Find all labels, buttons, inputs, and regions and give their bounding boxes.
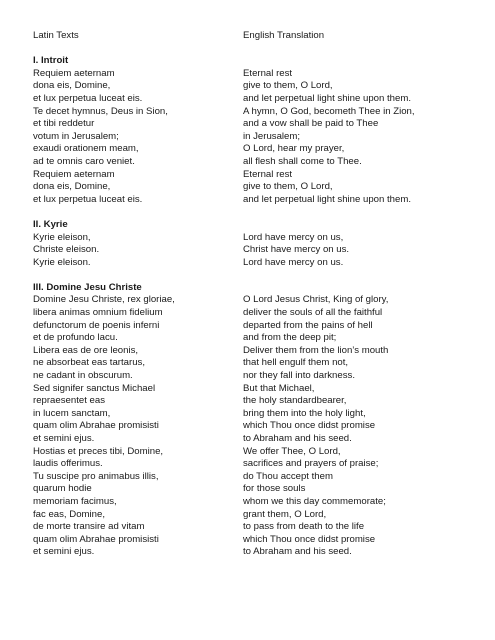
text-line: Requiem aeternam — [33, 67, 115, 79]
text-line: ad te omnis caro veniet. — [33, 155, 135, 167]
text-line: et semini ejus. — [33, 433, 95, 444]
text-line: libera animas omnium fidelium — [33, 307, 163, 319]
latin-column-title: Latin Texts — [33, 30, 79, 41]
text-line: give to them, O Lord, — [243, 181, 333, 193]
text-line: Kyrie eleison. — [33, 256, 91, 268]
text-line: Requiem aeternam — [33, 168, 115, 180]
latin-domine-lines — [33, 294, 233, 558]
text-line: memoriam facimus, — [33, 495, 117, 507]
text-line: and a vow shall be paid to Thee — [243, 118, 379, 130]
text-line: bring them into the holy light, — [243, 407, 366, 419]
text-line: for those souls — [243, 483, 306, 495]
text-line: O Lord, hear my prayer, — [243, 143, 345, 155]
text-line: ne absorbeat eas tartarus, — [33, 357, 145, 369]
latin-introit-lines — [33, 68, 233, 207]
text-line: all flesh shall come to Thee. — [243, 155, 362, 167]
text-line: to Abraham and his seed. — [243, 433, 352, 444]
text-line: Christe eleison. — [33, 244, 100, 256]
text-line: that hell engulf them not, — [243, 357, 349, 369]
text-line: to pass from death to the life — [243, 521, 365, 533]
text-line: But that Michael, — [243, 382, 315, 394]
text-line: laudis offerimus. — [33, 458, 103, 470]
text-line: quarum hodie — [33, 483, 92, 495]
text-line: ne cadant in obscurum. — [33, 370, 133, 382]
text-line: dona eis, Domine, — [33, 80, 111, 92]
kyrie-heading: II. Kyrie — [33, 218, 68, 230]
text-line: O Lord Jesus Christ, King of glory, — [243, 294, 389, 306]
text-line: do Thou accept them — [243, 470, 333, 482]
english-introit-lines — [243, 68, 483, 207]
text-line: nor they fall into darkness. — [243, 370, 355, 382]
text-line: give to them, O Lord, — [243, 80, 333, 92]
text-line: to Abraham and his seed. — [243, 546, 352, 558]
text-line: de morte transire ad vitam — [33, 521, 145, 533]
text-line: defunctorum de poenis inferni — [33, 319, 160, 331]
text-line: deliver the souls of all the faithful — [243, 307, 383, 319]
text-line: et de profundo lacu. — [33, 332, 118, 344]
text-line: Domine Jesu Christe, rex gloriae, — [33, 294, 175, 306]
text-line: et semini ejus. — [33, 546, 95, 558]
text-line: in lucem sanctam, — [33, 407, 111, 419]
text-line: Tu suscipe pro animabus illis, — [33, 470, 159, 482]
text-line: grant them, O Lord, — [243, 508, 327, 520]
text-line: Lord have mercy on us. — [243, 256, 344, 268]
text-line: et lux perpetua luceat eis. — [33, 193, 143, 205]
english-kyrie-lines — [243, 232, 483, 270]
text-line: Lord have mercy on us, — [243, 231, 344, 243]
text-line: the holy standardbearer, — [243, 395, 347, 407]
latin-kyrie-lines — [33, 232, 233, 270]
text-line: A hymn, O God, becometh Thee in Zion, — [243, 105, 415, 117]
introit-heading: I. Introit — [33, 55, 69, 67]
text-line: and let perpetual light shine upon them. — [243, 193, 412, 205]
text-line: et lux perpetua luceat eis. — [33, 92, 143, 104]
text-line: Libera eas de ore leonis, — [33, 344, 139, 356]
text-line: fac eas, Domine, — [33, 508, 105, 520]
text-line: Eternal rest — [243, 168, 293, 180]
text-line: Hostias et preces tibi, Domine, — [33, 445, 164, 457]
text-line: and let perpetual light shine upon them. — [243, 92, 412, 104]
english-column — [243, 30, 483, 559]
text-line: votum in Jerusalem; — [33, 130, 119, 142]
english-domine-lines — [243, 294, 483, 558]
text-line: We offer Thee, O Lord, — [243, 445, 341, 457]
text-line: Christ have mercy on us. — [243, 244, 350, 256]
text-line: departed from the pains of hell — [243, 319, 373, 331]
text-line: Sed signifer sanctus Michael — [33, 382, 156, 394]
latin-column — [33, 30, 233, 559]
text-line: repraesentet eas — [33, 395, 105, 407]
text-line: et tibi reddetur — [33, 118, 95, 130]
text-line: and from the deep pit; — [243, 332, 337, 344]
text-line: Eternal rest — [243, 67, 293, 79]
text-line: quam olim Abrahae promisisti — [33, 533, 159, 545]
domine-heading: III. Domine Jesu Christe — [33, 281, 142, 293]
text-line: dona eis, Domine, — [33, 181, 111, 193]
text-line: quam olim Abrahae promisisti — [33, 420, 159, 432]
text-line: exaudi orationem meam, — [33, 143, 139, 155]
text-line: which Thou once didst promise — [243, 420, 376, 432]
text-line: Deliver them from the lion’s mouth — [243, 344, 389, 356]
text-line: in Jerusalem; — [243, 130, 301, 142]
text-line: which Thou once didst promise — [243, 533, 376, 545]
text-line: whom we this day commemorate; — [243, 495, 386, 507]
text-line: Kyrie eleison, — [33, 231, 91, 243]
text-line: Te decet hymnus, Deus in Sion, — [33, 105, 168, 117]
text-line: sacrifices and prayers of praise; — [243, 458, 379, 470]
english-column-title: English Translation — [243, 30, 325, 41]
